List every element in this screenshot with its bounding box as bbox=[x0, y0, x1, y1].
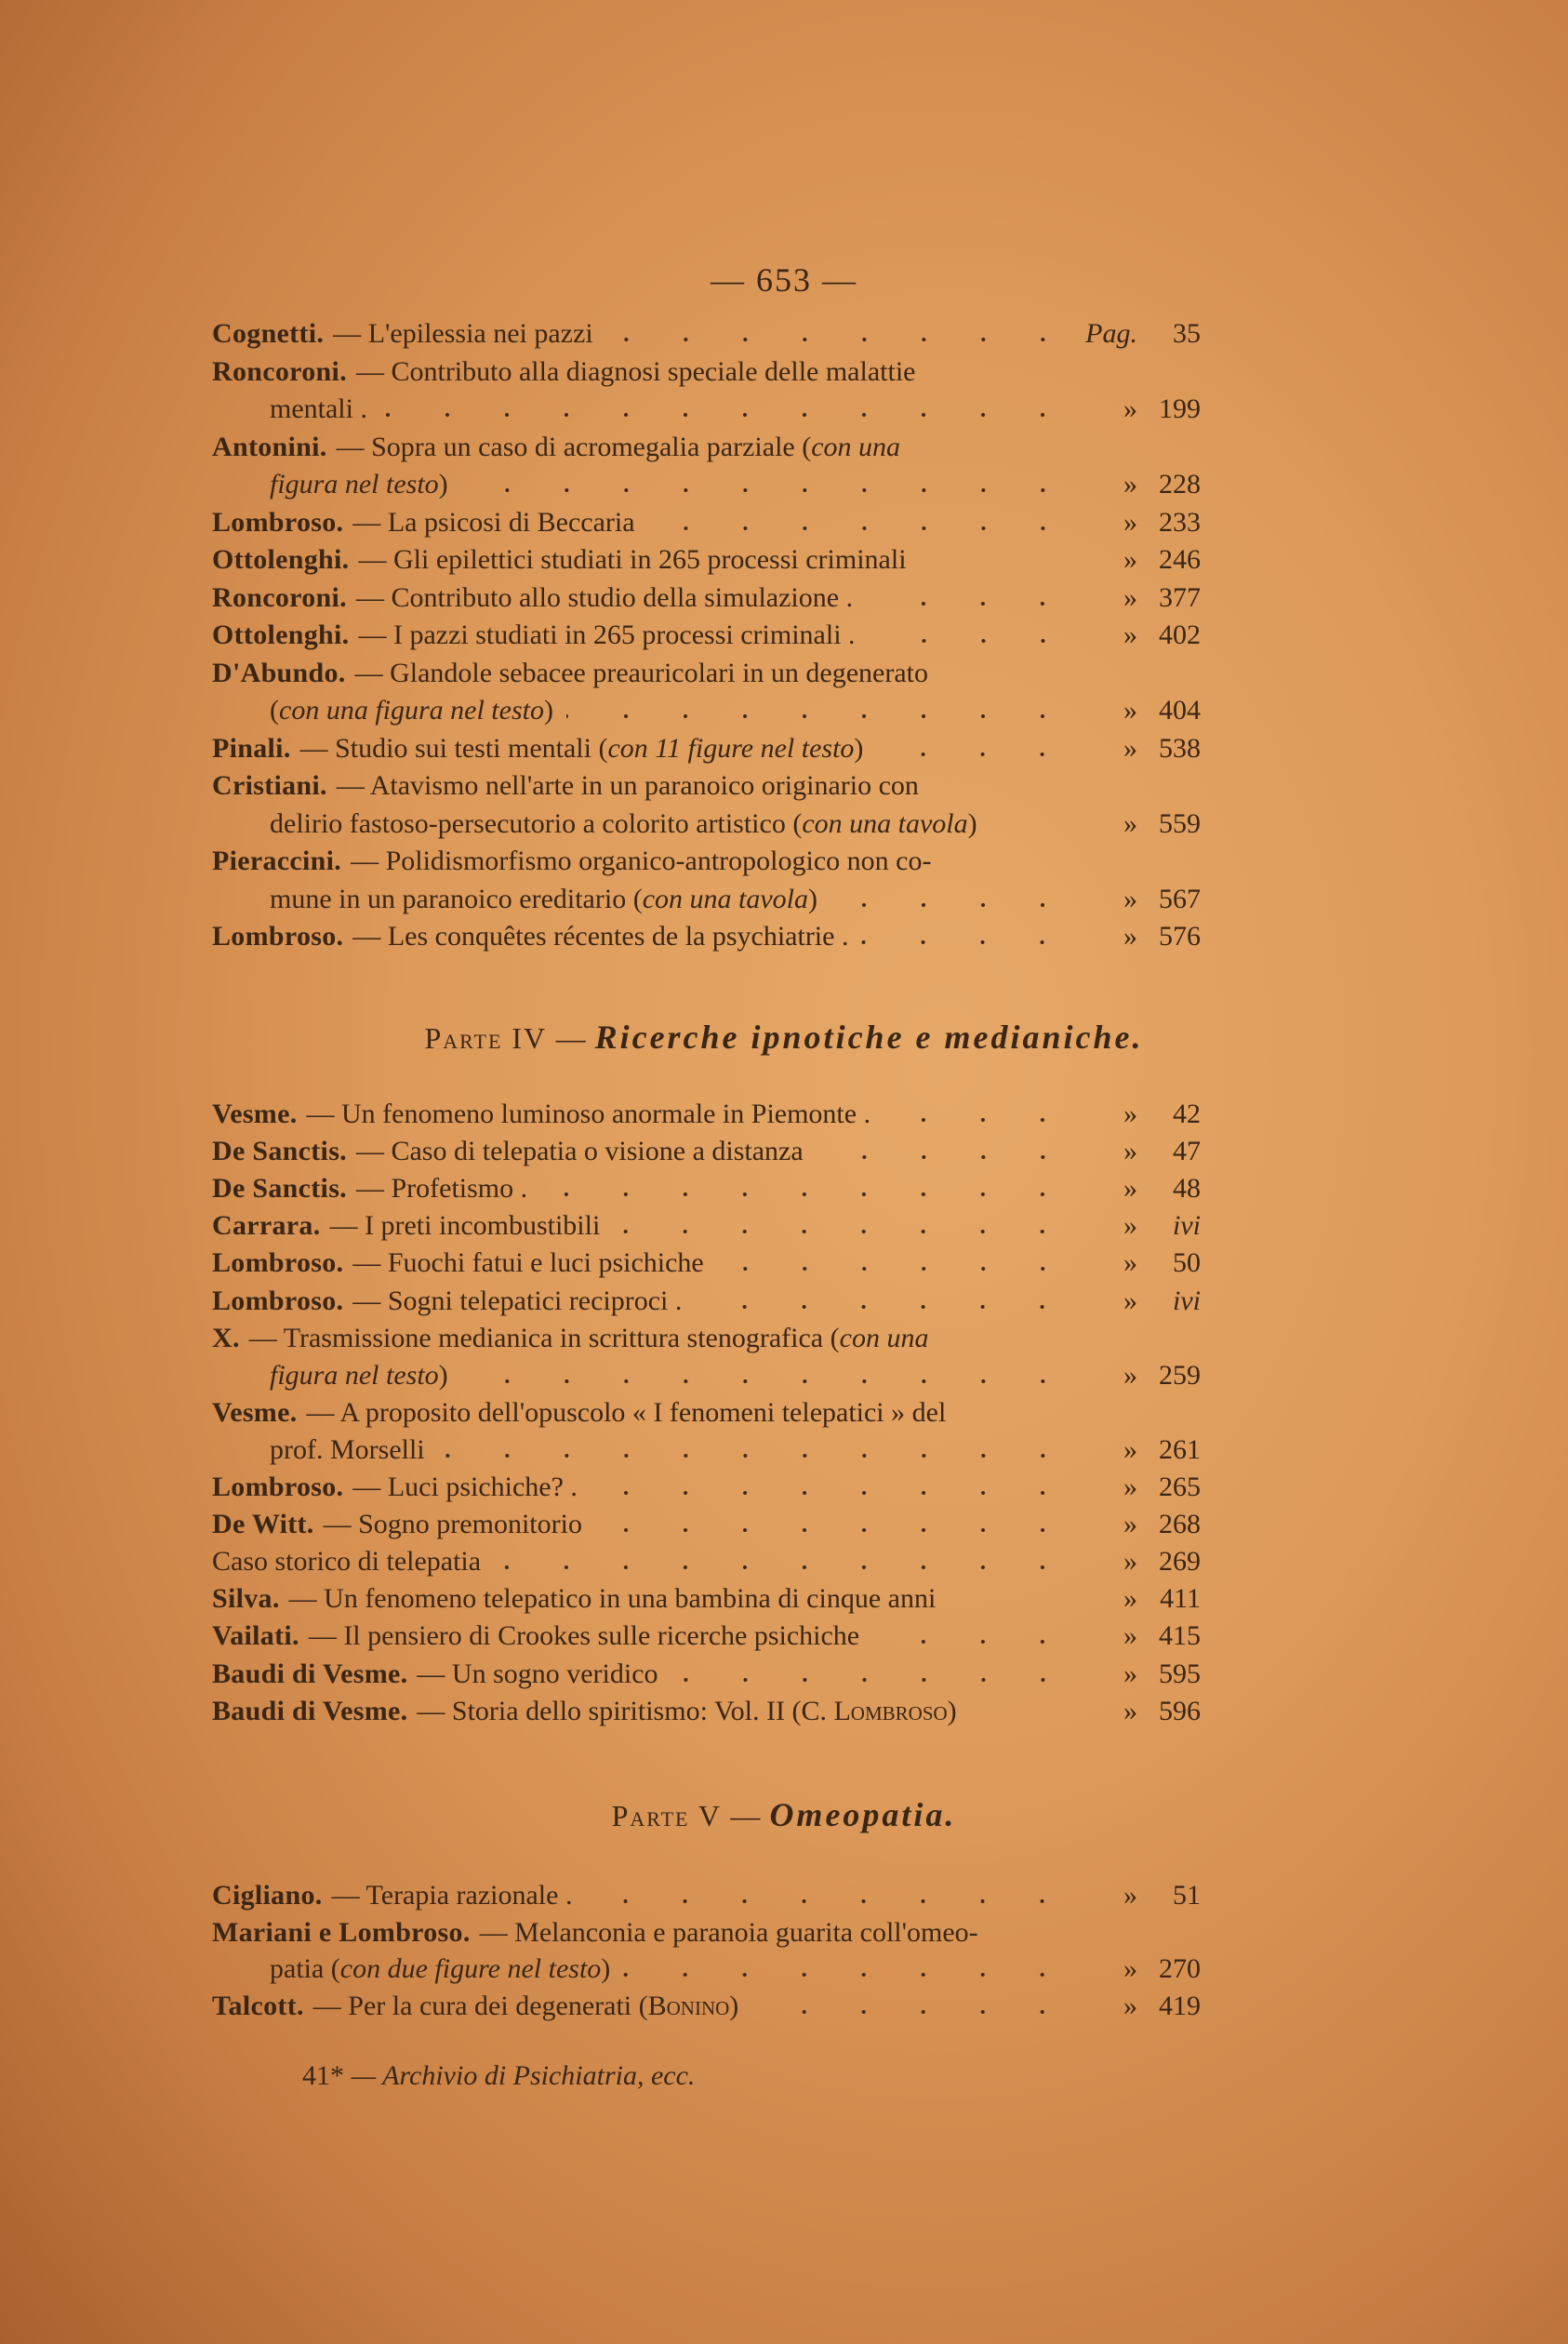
title-italic: con due figure nel testo bbox=[339, 1953, 602, 1984]
entry-text bbox=[212, 921, 1072, 952]
title-text: patia ( bbox=[270, 1953, 340, 1984]
entry-text bbox=[212, 582, 1072, 614]
title-italic: figura nel testo bbox=[270, 1359, 439, 1391]
page-ref: 596 bbox=[1159, 1695, 1201, 1726]
page-prefix: » bbox=[1123, 1472, 1137, 1502]
entry-title bbox=[356, 582, 853, 614]
page-prefix: » bbox=[1123, 1620, 1137, 1652]
entry-author: Vailati. bbox=[212, 1620, 299, 1652]
entry-text bbox=[212, 1099, 1072, 1130]
entry-title bbox=[417, 1696, 956, 1727]
entry-text bbox=[212, 544, 1072, 576]
entry-text bbox=[212, 619, 1072, 651]
page-prefix: » bbox=[1123, 883, 1137, 914]
dot-leader bbox=[540, 1190, 1072, 1199]
entry-title bbox=[351, 846, 931, 877]
title-text: — Contributo alla diagnosi speciale delle malattie bbox=[355, 355, 916, 387]
entry-title bbox=[270, 393, 367, 425]
page-prefix: » bbox=[1123, 732, 1137, 764]
entry-title bbox=[355, 658, 928, 689]
dot-leader bbox=[595, 1525, 1072, 1535]
toc-entry-line bbox=[212, 1434, 1207, 1472]
title-text: ( bbox=[270, 695, 279, 726]
page-prefix: » bbox=[1123, 1210, 1137, 1242]
page-prefix: » bbox=[1123, 581, 1137, 613]
page-ref: 270 bbox=[1159, 1953, 1201, 1984]
section-title: Omeopatia. bbox=[769, 1796, 957, 1833]
entry-author: Talcott. bbox=[212, 1990, 304, 2021]
page-ref: 411 bbox=[1160, 1583, 1201, 1615]
toc-entry-line bbox=[212, 1509, 1207, 1546]
title-text: — Atavismo nell'arte in un paranoico originario con bbox=[336, 770, 919, 801]
entry-author: Roncoroni. bbox=[212, 581, 347, 613]
toc-entry-line bbox=[212, 1099, 1207, 1136]
page-ref: 268 bbox=[1159, 1509, 1201, 1540]
title-text: — Il pensiero di Crookes sulle ricerche psichiche bbox=[308, 1620, 860, 1652]
title-text: mune in un paranoico ereditario ( bbox=[270, 883, 643, 914]
page-ref: 246 bbox=[1159, 544, 1201, 575]
entry-title bbox=[332, 1880, 573, 1911]
title-text: — Les conquêtes récentes de la psychiatrie . bbox=[352, 921, 849, 952]
page-prefix: » bbox=[1123, 469, 1137, 499]
entry-text bbox=[212, 1620, 1072, 1652]
title-italic: con una bbox=[811, 431, 901, 462]
section-heading bbox=[0, 1018, 1568, 1057]
title-text: — Sogno premonitorio bbox=[323, 1509, 582, 1540]
toc-entry-line bbox=[212, 733, 1207, 770]
page-prefix: » bbox=[1123, 1695, 1137, 1726]
title-smallcaps: Lombroso bbox=[833, 1695, 948, 1726]
entry-title bbox=[300, 733, 864, 765]
dot-leader bbox=[438, 1451, 1072, 1460]
entry-title bbox=[270, 884, 817, 915]
entry-text bbox=[212, 1658, 1072, 1690]
page-prefix: » bbox=[1123, 1658, 1137, 1689]
dot-leader bbox=[671, 1675, 1072, 1685]
entry-text bbox=[212, 1210, 1072, 1242]
title-tail: ) bbox=[601, 1953, 611, 1984]
dot-leader bbox=[494, 1563, 1072, 1572]
page-prefix: » bbox=[1123, 1509, 1137, 1540]
toc-entry-line bbox=[212, 1546, 1207, 1583]
entry-text bbox=[212, 1434, 1072, 1466]
title-text: Caso storico di telepatia bbox=[212, 1546, 482, 1578]
toc-entry-line bbox=[212, 770, 1207, 807]
toc-entry-line bbox=[212, 921, 1207, 958]
title-text: — Un fenomeno luminoso anormale in Piemonte . bbox=[306, 1099, 871, 1129]
entry-text bbox=[212, 507, 1072, 539]
page-ref: 419 bbox=[1159, 1990, 1201, 2021]
section-heading bbox=[0, 1795, 1568, 1834]
entry-author: X. bbox=[212, 1322, 240, 1353]
dot-leader bbox=[866, 599, 1072, 608]
dot-leader bbox=[884, 1115, 1072, 1125]
entry-author: Cognetti. bbox=[212, 318, 325, 349]
page-prefix: » bbox=[1123, 506, 1137, 538]
title-text: — Luci psichiche? . bbox=[352, 1472, 578, 1502]
entry-title bbox=[352, 1247, 703, 1279]
entry-author: Silva. bbox=[212, 1583, 280, 1615]
toc-entry-line bbox=[212, 884, 1207, 921]
footer-signature bbox=[302, 2060, 695, 2092]
dot-leader bbox=[695, 1302, 1072, 1312]
title-text: — La psicosi di Beccaria bbox=[352, 506, 635, 538]
title-tail: ) bbox=[438, 1359, 448, 1391]
entry-text bbox=[212, 1880, 1072, 1911]
entry-title bbox=[356, 1173, 527, 1205]
toc-entry-line bbox=[212, 808, 1207, 846]
page-prefix: » bbox=[1123, 1990, 1137, 2021]
entry-author: D'Abundo. bbox=[212, 657, 346, 688]
entry-text bbox=[212, 1397, 1072, 1429]
title-text: — Melanconia e paranoia guarita coll'omeo- bbox=[479, 1916, 978, 1948]
dot-leader bbox=[876, 750, 1072, 759]
toc-entry-line bbox=[212, 1136, 1207, 1173]
entry-text bbox=[212, 356, 1072, 388]
entry-text bbox=[212, 1583, 1072, 1615]
page-ref: 259 bbox=[1159, 1359, 1201, 1391]
entry-title bbox=[270, 1953, 610, 1985]
entry-author: Vesme. bbox=[212, 1396, 298, 1428]
page-prefix: » bbox=[1123, 1953, 1137, 1984]
title-tail: ) bbox=[967, 807, 977, 839]
toc-entry-line bbox=[212, 1953, 1207, 1991]
dot-leader bbox=[591, 1488, 1072, 1498]
entry-text bbox=[212, 1917, 1072, 1949]
page-ref: 42 bbox=[1173, 1099, 1201, 1129]
toc-entry-line bbox=[212, 1247, 1207, 1285]
page-ref: 228 bbox=[1159, 469, 1201, 499]
toc-entry-line bbox=[212, 1285, 1207, 1323]
title-text: — Un fenomeno telepatico in una bambina di cinque anni bbox=[288, 1583, 937, 1615]
title-italic: con una tavola bbox=[642, 883, 808, 914]
title-text: — Sopra un caso di acromegalia parziale ( bbox=[336, 431, 812, 462]
page-ref: 50 bbox=[1173, 1247, 1201, 1279]
entry-text bbox=[212, 733, 1072, 765]
title-text: mentali . bbox=[270, 393, 367, 424]
entry-title bbox=[212, 1546, 481, 1578]
title-text: — Per la cura dei degenerati ( bbox=[312, 1990, 648, 2021]
page-ref: 402 bbox=[1159, 619, 1201, 650]
entry-author: Vesme. bbox=[212, 1099, 298, 1129]
toc-entry-line bbox=[212, 1880, 1207, 1917]
entry-text bbox=[212, 770, 1072, 802]
toc-entry-line bbox=[212, 1360, 1207, 1397]
entry-author: Lombroso. bbox=[212, 1247, 344, 1279]
journal-title: — Archivio di Psichiatria, ecc. bbox=[351, 2060, 696, 2091]
page-ref: 538 bbox=[1159, 732, 1201, 764]
entry-title bbox=[270, 1360, 448, 1392]
entry-author: De Sanctis. bbox=[212, 1136, 347, 1167]
page-ref: 567 bbox=[1159, 883, 1201, 914]
dot-leader bbox=[648, 524, 1072, 533]
title-tail: ) bbox=[729, 1990, 739, 2021]
entry-title bbox=[270, 469, 448, 500]
entry-author: Baudi di Vesme. bbox=[212, 1695, 408, 1726]
toc-entry-line bbox=[212, 318, 1207, 355]
page-ref: 265 bbox=[1159, 1472, 1201, 1502]
entry-title bbox=[352, 507, 634, 539]
entry-author: Lombroso. bbox=[212, 1472, 344, 1502]
dot-leader bbox=[461, 1377, 1072, 1386]
entry-author: Mariani e Lombroso. bbox=[212, 1916, 471, 1948]
entry-text bbox=[212, 1546, 1072, 1578]
toc-entry-line bbox=[212, 1173, 1207, 1210]
title-text: prof. Morselli bbox=[270, 1433, 425, 1465]
page-prefix: » bbox=[1123, 619, 1137, 650]
title-tail: ) bbox=[947, 1695, 957, 1726]
entry-title bbox=[270, 695, 553, 726]
dot-leader bbox=[461, 486, 1072, 495]
title-italic: con una figura nel testo bbox=[279, 695, 544, 726]
dot-leader bbox=[585, 1897, 1072, 1906]
entry-title bbox=[337, 770, 919, 802]
page-ref: 35 bbox=[1173, 318, 1201, 349]
entry-author: Lombroso. bbox=[212, 1285, 344, 1316]
dot-leader bbox=[566, 712, 1072, 721]
title-text: — Terapia razionale . bbox=[331, 1880, 573, 1911]
entry-text bbox=[212, 1696, 1072, 1727]
entry-title bbox=[309, 1620, 859, 1652]
page-number: — 653 — bbox=[711, 261, 857, 299]
dot-leader bbox=[831, 900, 1072, 910]
entry-text bbox=[212, 432, 1072, 463]
page-ref: ivi bbox=[1173, 1210, 1201, 1242]
page-prefix: » bbox=[1123, 393, 1137, 424]
title-italic: figura nel testo bbox=[270, 469, 439, 499]
dot-leader bbox=[717, 1264, 1072, 1273]
page-ref: 404 bbox=[1159, 695, 1201, 726]
title-smallcaps: Bonino bbox=[647, 1990, 730, 2021]
entry-title bbox=[417, 1658, 658, 1690]
page-ref: ivi bbox=[1173, 1285, 1201, 1316]
page-ref: 269 bbox=[1159, 1546, 1201, 1578]
toc-entry-line bbox=[212, 658, 1207, 695]
entry-title bbox=[358, 619, 855, 651]
toc-entry-line bbox=[212, 695, 1207, 732]
title-text: — I preti incombustibili bbox=[329, 1210, 601, 1242]
entry-text bbox=[212, 1285, 1072, 1317]
page-ref: 261 bbox=[1159, 1433, 1201, 1465]
entry-title bbox=[333, 318, 592, 350]
title-text: — L'epilessia nei pazzi bbox=[333, 318, 593, 349]
dot-leader bbox=[623, 1970, 1072, 1979]
entry-title bbox=[313, 1991, 739, 2022]
page-ref: 595 bbox=[1159, 1658, 1201, 1689]
entry-title bbox=[356, 356, 916, 388]
title-text: — Contributo allo studio della simulazione . bbox=[355, 581, 854, 613]
page-ref: 576 bbox=[1159, 921, 1201, 952]
entry-title bbox=[307, 1099, 871, 1130]
entry-text bbox=[212, 469, 1072, 500]
signature-mark: 41* bbox=[302, 2060, 344, 2091]
entry-text bbox=[212, 1509, 1072, 1540]
toc-entry-line bbox=[212, 582, 1207, 619]
entry-text bbox=[212, 1247, 1072, 1279]
dot-leader bbox=[817, 1152, 1072, 1162]
toc-entry-line bbox=[212, 1583, 1207, 1620]
dot-leader bbox=[869, 636, 1072, 646]
title-text: — Polidismorfismo organico-antropologico non co- bbox=[351, 846, 932, 876]
dot-leader bbox=[751, 2007, 1072, 2017]
entry-text bbox=[212, 1472, 1072, 1503]
entry-author: Carrara. bbox=[212, 1210, 321, 1242]
entry-text bbox=[212, 1991, 1072, 2022]
page-prefix: » bbox=[1123, 1136, 1137, 1167]
page-prefix: » bbox=[1123, 1173, 1137, 1205]
page-prefix: » bbox=[1123, 1099, 1137, 1129]
entry-title bbox=[358, 544, 906, 576]
toc-entry-line bbox=[212, 1658, 1207, 1696]
page-prefix: » bbox=[1123, 807, 1137, 839]
page-ref: 51 bbox=[1173, 1880, 1201, 1911]
toc-entry-line bbox=[212, 1397, 1207, 1434]
entry-text bbox=[212, 695, 1072, 726]
toc-entry-line bbox=[212, 1210, 1207, 1247]
entry-title bbox=[270, 1434, 425, 1466]
toc-entry-line bbox=[212, 469, 1207, 506]
entry-title bbox=[307, 1397, 947, 1429]
entry-author: Cigliano. bbox=[212, 1880, 323, 1911]
title-tail: ) bbox=[543, 695, 553, 726]
entry-title bbox=[352, 1285, 682, 1317]
toc-entry-line bbox=[212, 507, 1207, 544]
page-ref: 415 bbox=[1159, 1620, 1201, 1652]
page-ref: 199 bbox=[1159, 393, 1201, 424]
section-label: Parte V — bbox=[611, 1799, 763, 1832]
dot-leader bbox=[872, 1637, 1072, 1646]
page-ref: 559 bbox=[1159, 807, 1201, 839]
title-text: — A proposito dell'opuscolo « I fenomeni telepatici » del bbox=[306, 1396, 947, 1428]
entry-text bbox=[212, 808, 1072, 840]
title-text: — Un sogno veridico bbox=[417, 1658, 658, 1689]
page-ref: 377 bbox=[1159, 581, 1201, 613]
page-prefix: » bbox=[1123, 695, 1137, 726]
entry-author: Pieraccini. bbox=[212, 846, 342, 876]
page-ref: 233 bbox=[1159, 506, 1201, 538]
toc-entry-line bbox=[212, 1323, 1207, 1360]
entry-author: Ottolenghi. bbox=[212, 544, 350, 575]
entry-title bbox=[352, 921, 848, 952]
entry-text bbox=[212, 393, 1072, 425]
entry-author: Roncoroni. bbox=[212, 355, 347, 387]
entry-text bbox=[212, 1136, 1072, 1167]
entry-title bbox=[249, 1323, 929, 1354]
title-tail: ) bbox=[438, 469, 448, 499]
entry-title bbox=[324, 1509, 582, 1540]
entry-text bbox=[212, 1323, 1072, 1354]
page-prefix: » bbox=[1123, 544, 1137, 575]
title-text: — Fuochi fatui e luci psichiche bbox=[352, 1247, 704, 1279]
entry-title bbox=[356, 1136, 804, 1167]
title-text: — Caso di telepatia o visione a distanza bbox=[355, 1136, 804, 1167]
section-label: Parte IV — bbox=[424, 1021, 588, 1055]
entry-author: De Sanctis. bbox=[212, 1173, 347, 1205]
section-title: Ricerche ipnotiche e medianiche. bbox=[594, 1019, 1144, 1056]
entry-author: Cristiani. bbox=[212, 770, 327, 801]
title-text: — I pazzi studiati in 265 processi criminali . bbox=[358, 619, 856, 650]
toc-entry-line bbox=[212, 356, 1207, 393]
entry-author: Lombroso. bbox=[212, 506, 344, 538]
title-text: — Storia dello spiritismo: Vol. II (C. bbox=[417, 1695, 834, 1726]
entry-author: De Witt. bbox=[212, 1509, 314, 1540]
toc-entry-line bbox=[212, 1917, 1207, 1954]
title-tail: ) bbox=[808, 883, 817, 914]
entry-title bbox=[352, 1472, 578, 1503]
page-prefix: » bbox=[1123, 921, 1137, 952]
entry-text bbox=[212, 846, 1072, 877]
toc-entry-line bbox=[212, 1991, 1207, 2028]
title-italic: con una tavola bbox=[802, 807, 968, 839]
title-italic: con 11 figure nel testo bbox=[607, 732, 855, 764]
dot-leader bbox=[861, 938, 1072, 947]
entry-author: Baudi di Vesme. bbox=[212, 1658, 408, 1689]
dot-leader bbox=[613, 1227, 1072, 1236]
page-prefix: » bbox=[1123, 1359, 1137, 1391]
page-prefix: » bbox=[1123, 1247, 1137, 1279]
toc-entry-line bbox=[212, 619, 1207, 657]
page-prefix: Pag. bbox=[1085, 318, 1137, 349]
title-text: — Studio sui testi mentali ( bbox=[299, 732, 608, 764]
toc-entry-line bbox=[212, 393, 1207, 431]
page-prefix: » bbox=[1123, 1546, 1137, 1578]
page-prefix: » bbox=[1123, 1583, 1137, 1615]
page-prefix: » bbox=[1123, 1880, 1137, 1911]
page-prefix: » bbox=[1123, 1285, 1137, 1316]
entry-text bbox=[212, 1173, 1072, 1205]
toc-entry-line bbox=[212, 544, 1207, 581]
page-prefix: » bbox=[1123, 1433, 1137, 1465]
entry-text bbox=[212, 658, 1072, 689]
entry-title bbox=[289, 1583, 937, 1615]
toc-entry-line bbox=[212, 846, 1207, 883]
title-text: — Sogni telepatici reciproci . bbox=[352, 1285, 683, 1316]
entry-text bbox=[212, 318, 1072, 350]
dot-leader bbox=[606, 335, 1072, 344]
title-text: — Glandole sebacee preauricolari in un degenerato bbox=[354, 657, 928, 688]
entry-author: Antonini. bbox=[212, 431, 327, 462]
toc-entry-line bbox=[212, 1620, 1207, 1658]
entry-author: Pinali. bbox=[212, 732, 291, 764]
entry-title bbox=[480, 1917, 978, 1949]
entry-author: Lombroso. bbox=[212, 921, 344, 952]
entry-text bbox=[212, 1360, 1072, 1392]
entry-title bbox=[330, 1210, 601, 1242]
entry-author: Ottolenghi. bbox=[212, 619, 350, 650]
toc-entry-line bbox=[212, 432, 1207, 469]
entry-title bbox=[270, 808, 977, 840]
dot-leader bbox=[380, 410, 1072, 420]
title-text: — Profetismo . bbox=[355, 1173, 528, 1205]
title-text: delirio fastoso-persecutorio a colorito artistico ( bbox=[270, 807, 803, 839]
page-ref: 47 bbox=[1173, 1136, 1201, 1167]
title-text: — Gli epilettici studiati in 265 processi criminali bbox=[358, 544, 907, 575]
entry-text bbox=[212, 884, 1072, 915]
page-ref: 48 bbox=[1173, 1173, 1201, 1205]
toc-entry-line bbox=[212, 1696, 1207, 1733]
entry-text bbox=[212, 1953, 1072, 1985]
toc-entry-line bbox=[212, 1472, 1207, 1509]
title-italic: con una bbox=[839, 1322, 929, 1353]
title-tail: ) bbox=[854, 732, 864, 764]
title-text: — Trasmissione medianica in scrittura stenografica ( bbox=[248, 1322, 840, 1353]
entry-title bbox=[337, 432, 900, 463]
